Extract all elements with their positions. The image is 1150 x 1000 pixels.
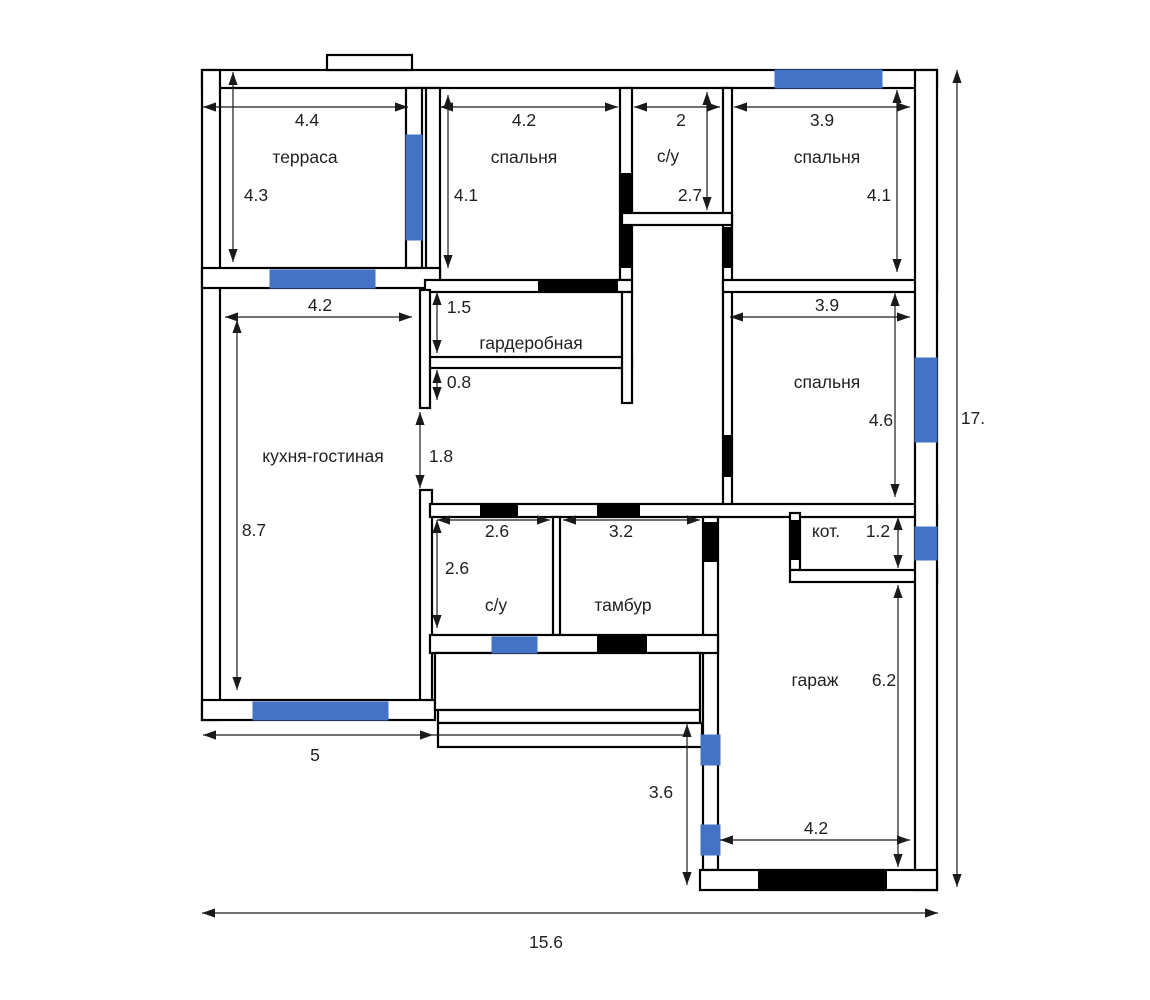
dim-terrace-height-arrowhead bbox=[228, 249, 237, 262]
room-label-boiler: кот. bbox=[811, 521, 841, 541]
dim-bathroom1-width-arrowhead bbox=[634, 102, 647, 111]
room-label-bathroom-2: с/у bbox=[484, 595, 508, 615]
dim-kitchen-width-label: 4.2 bbox=[307, 295, 333, 315]
dim-garage-width-label: 4.2 bbox=[803, 818, 829, 838]
room-label-vestibule: тамбур bbox=[594, 595, 652, 615]
dim-kitchen-width-arrowhead bbox=[399, 312, 412, 321]
dim-wardrobe-height-arrowhead bbox=[432, 340, 441, 353]
dim-kitchen-height-arrowhead bbox=[232, 677, 241, 690]
dim-bedroom2-height-label: 4.1 bbox=[866, 185, 892, 205]
window-bedroom3-east bbox=[915, 358, 937, 442]
dim-wardrobe-height-label: 1.5 bbox=[446, 297, 472, 317]
dim-vestibule-width-label: 3.2 bbox=[608, 521, 634, 541]
window-bedroom2-north bbox=[775, 70, 882, 88]
dim-kitchen-bottom-arrowhead bbox=[203, 730, 216, 739]
dim-terrace-height-label: 4.3 bbox=[243, 185, 269, 205]
door-corridor-vestibule bbox=[597, 504, 640, 517]
room-label-bathroom-1: с/у bbox=[656, 146, 680, 166]
dim-wardrobe-height-arrowhead bbox=[432, 292, 441, 305]
dim-bedroom3-width-arrowhead bbox=[897, 312, 910, 321]
dim-terrace-width-label: 4.4 bbox=[294, 110, 320, 130]
dim-bedroom1-height-arrowhead bbox=[443, 95, 452, 108]
dim-garage-height-label: 6.2 bbox=[871, 670, 897, 690]
dim-bedroom2-width-arrowhead bbox=[897, 102, 910, 111]
dim-bedroom3-height-arrowhead bbox=[890, 293, 899, 306]
door-corridor-bathroom2 bbox=[480, 504, 518, 517]
window-garage-west-2 bbox=[701, 825, 720, 855]
wardrobe-right-wall bbox=[622, 292, 632, 403]
porch-step-1 bbox=[438, 710, 700, 723]
dim-bedroom1-width-label: 4.2 bbox=[511, 110, 537, 130]
window-boiler-east bbox=[915, 527, 937, 560]
dim-garage-height-arrowhead bbox=[893, 854, 902, 867]
dim-total-width-arrowhead bbox=[202, 908, 215, 917]
door-hallway-bedroom3 bbox=[723, 435, 732, 477]
dim-bathroom1-height-arrowhead bbox=[702, 197, 711, 210]
room-label-kitchen-living: кухня-гостиная bbox=[262, 446, 384, 466]
door-vestibule-entry bbox=[597, 635, 647, 653]
window-terrace-south bbox=[270, 270, 375, 288]
room-label-bedroom-3: спальня bbox=[793, 372, 861, 392]
dim-bathroom2-height-arrowhead bbox=[432, 520, 441, 533]
dim-bathroom2-height-arrowhead bbox=[432, 615, 441, 628]
wardrobe-bottom-wall bbox=[428, 357, 632, 368]
dim-passage-arrowhead bbox=[432, 370, 441, 383]
dim-total-width-arrowhead bbox=[925, 908, 938, 917]
dim-passage-arrowhead bbox=[432, 387, 441, 400]
bedrooms-divider-wall bbox=[723, 280, 937, 292]
dim-bedroom1-height-label: 4.1 bbox=[453, 185, 479, 205]
porch-platform bbox=[435, 653, 700, 710]
dim-bedroom2-width-label: 3.9 bbox=[809, 110, 835, 130]
dim-bedroom3-height-arrowhead bbox=[890, 484, 899, 497]
dim-boiler-height-arrowhead bbox=[893, 555, 902, 568]
room-label-terrace: терраса bbox=[272, 147, 338, 167]
kitchen-right-wall-lower bbox=[420, 490, 432, 702]
dim-garage-width-arrowhead bbox=[720, 835, 733, 844]
bathroom2-vestibule-wall bbox=[553, 517, 560, 635]
door-bedroom1-hallway bbox=[620, 225, 632, 268]
left-outer-wall bbox=[202, 70, 220, 720]
room-label-garage: гараж bbox=[791, 670, 839, 690]
dim-opening-arrowhead bbox=[415, 412, 424, 425]
window-kitchen-south bbox=[253, 702, 388, 720]
top-protrusion bbox=[327, 55, 412, 70]
window-terrace-east bbox=[406, 135, 422, 240]
dim-kitchen-width-arrowhead bbox=[225, 312, 238, 321]
dim-bedroom2-width-arrowhead bbox=[734, 102, 747, 111]
right-outer-wall bbox=[915, 70, 937, 890]
door-bedroom1-wardrobe bbox=[538, 280, 618, 292]
window-bathroom2-south bbox=[492, 637, 537, 653]
dim-bedroom3-height-label: 4.6 bbox=[868, 410, 894, 430]
dim-garage-width-arrowhead bbox=[897, 835, 910, 844]
dim-total-height-arrowhead bbox=[952, 70, 961, 83]
room-label-bedroom-2: спальня bbox=[793, 147, 861, 167]
dim-opening-label: 1.8 bbox=[428, 446, 454, 466]
dim-bedroom1-width-arrowhead bbox=[605, 102, 618, 111]
room-label-bedroom-1: спальня bbox=[490, 147, 558, 167]
room-label-wardrobe: гардеробная bbox=[479, 333, 583, 353]
dim-yard-height-label: 3.6 bbox=[648, 782, 674, 802]
dim-passage-label: 0.8 bbox=[446, 372, 472, 392]
dim-yard-height-arrowhead bbox=[682, 872, 691, 885]
dim-bathroom2-height-label: 2.6 bbox=[444, 558, 470, 578]
vestibule-bottom-wall bbox=[430, 635, 718, 653]
door-garage-boiler bbox=[790, 520, 800, 560]
dim-bedroom2-height-arrowhead bbox=[892, 90, 901, 103]
dim-bedroom2-height-arrowhead bbox=[892, 259, 901, 272]
house-west-wall bbox=[426, 88, 440, 280]
garage-west-wall bbox=[703, 517, 718, 870]
dim-total-width-label: 15.6 bbox=[528, 932, 564, 952]
dim-boiler-height-label: 1.2 bbox=[865, 521, 891, 541]
dim-kitchen-bottom-label: 5 bbox=[310, 745, 320, 765]
dim-total-height-arrowhead bbox=[952, 874, 961, 887]
bathroom1-bottom-wall bbox=[622, 213, 732, 225]
dim-bedroom3-width-label: 3.9 bbox=[814, 295, 840, 315]
dim-bathroom1-width-label: 2 bbox=[676, 110, 686, 130]
dim-bathroom2-width-label: 2.6 bbox=[484, 521, 510, 541]
dim-opening-arrowhead bbox=[415, 475, 424, 488]
garage-gate bbox=[758, 870, 887, 890]
kitchen-right-wall-upper bbox=[420, 290, 430, 408]
dim-bathroom1-height-label: 2.7 bbox=[677, 185, 703, 205]
dim-kitchen-bottom-arrowhead bbox=[420, 730, 433, 739]
dim-kitchen-height-arrowhead bbox=[232, 320, 241, 333]
window-garage-west-1 bbox=[701, 735, 720, 765]
door-vestibule-garage bbox=[703, 522, 718, 562]
dim-bedroom1-height-arrowhead bbox=[443, 255, 452, 268]
door-hallway-bedroom2 bbox=[723, 227, 732, 268]
dim-boiler-height-arrowhead bbox=[893, 517, 902, 530]
dim-kitchen-height-label: 8.7 bbox=[241, 520, 267, 540]
dim-bathroom1-height-arrowhead bbox=[702, 92, 711, 105]
dim-garage-height-arrowhead bbox=[893, 585, 902, 598]
door-bedroom1-bathroom1 bbox=[620, 173, 632, 212]
dim-total-height-label: 17. bbox=[960, 408, 986, 428]
